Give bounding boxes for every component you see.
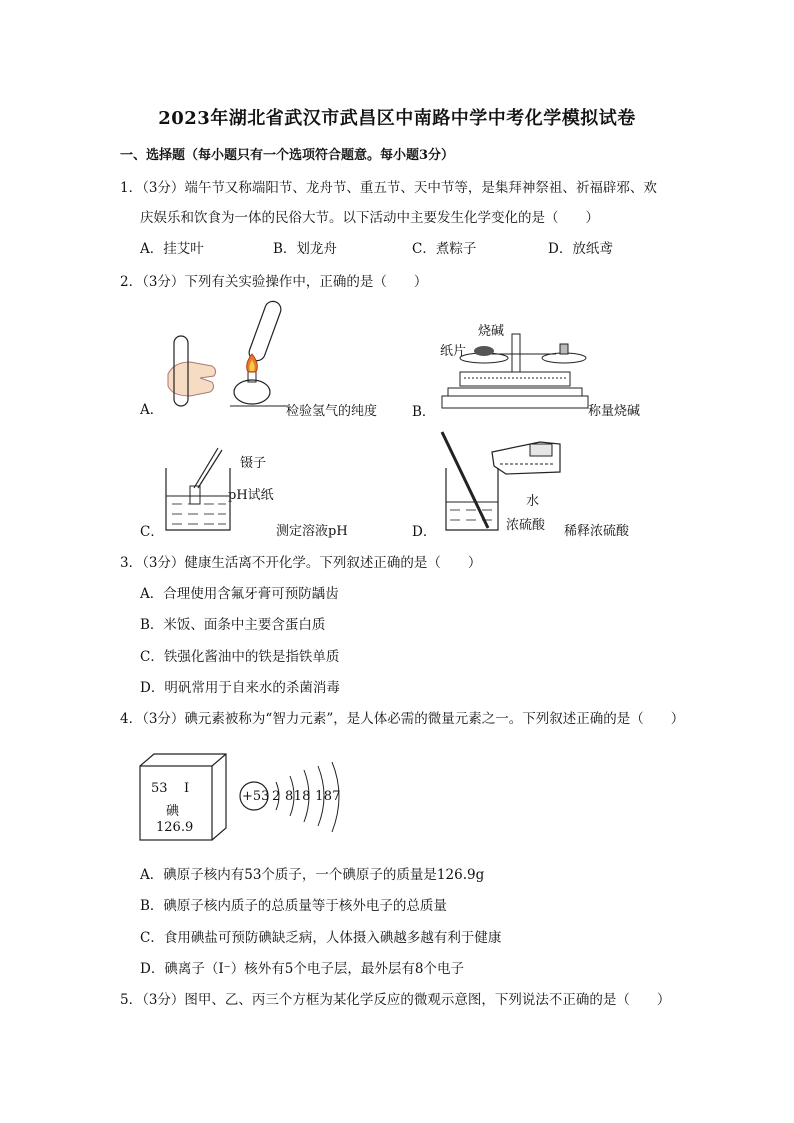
q2-b-label-top: 烧碱 xyxy=(478,324,505,339)
q2-stem: 2．（3分）下列有关实验操作中，正确的是（ ） xyxy=(120,274,428,290)
q2-option-c[interactable]: C． xyxy=(140,524,164,540)
q2-option-b[interactable]: B． xyxy=(412,404,436,420)
balance-figure xyxy=(436,318,596,418)
q1-option-c[interactable]: C．煮粽子 xyxy=(412,241,477,257)
atom-shell-electrons: 2 818 187 xyxy=(272,789,341,804)
element-atomic-number: 53 xyxy=(151,781,168,796)
hydrogen-purity-test-figure xyxy=(160,296,290,416)
q2-d-caption: 稀释浓硫酸 xyxy=(564,524,630,539)
q2-option-d[interactable]: D． xyxy=(412,524,437,540)
dilute-acid-figure xyxy=(436,428,566,538)
element-symbol: I xyxy=(184,781,190,796)
q4-option-a[interactable]: A．碘原子核内有53个质子，一个碘原子的质量是126.9g xyxy=(140,867,485,883)
section-heading: 一、选择题（每小题只有一个选项符合题意。每小题3分） xyxy=(120,148,455,163)
q1-option-b[interactable]: B．划龙舟 xyxy=(273,241,337,257)
q1-option-a[interactable]: A．挂艾叶 xyxy=(140,241,204,257)
q4-option-b[interactable]: B．碘原子核内质子的总质量等于核外电子的总质量 xyxy=(140,898,447,914)
q2-option-a[interactable]: A． xyxy=(140,402,164,418)
q3-option-d[interactable]: D．明矾常用于自来水的杀菌消毒 xyxy=(140,680,340,696)
q3-option-b[interactable]: B．米饭、面条中主要含蛋白质 xyxy=(140,617,326,633)
q2-c-label-tweezers: 镊子 xyxy=(240,456,267,471)
q2-a-caption: 检验氢气的纯度 xyxy=(286,404,378,419)
q4-stem: 4．（3分）碘元素被称为“智力元素”，是人体必需的微量元素之一。下列叙述正确的是（ ） xyxy=(120,711,685,727)
q2-c-label-ph-paper: pH试纸 xyxy=(228,488,274,503)
atom-nucleus-charge: +53 xyxy=(242,789,270,804)
q3-option-a[interactable]: A．合理使用含氟牙膏可预防龋齿 xyxy=(140,586,339,602)
q1-option-d[interactable]: D．放纸鸢 xyxy=(548,241,613,257)
page-title: 2023年湖北省武汉市武昌区中南路中学中考化学模拟试卷 xyxy=(158,108,636,129)
q3-option-c[interactable]: C．铁强化酱油中的铁是指铁单质 xyxy=(140,649,340,665)
q4-option-d[interactable]: D．碘离子（I⁻）核外有5个电子层，最外层有8个电子 xyxy=(140,961,464,977)
q5-stem: 5．（3分）图甲、乙、丙三个方框为某化学反应的微观示意图，下列说法不正确的是（ ） xyxy=(120,992,671,1008)
q4-option-c[interactable]: C．食用碘盐可预防碘缺乏病，人体摄入碘越多越有利于健康 xyxy=(140,930,502,946)
q2-c-caption: 测定溶液pH xyxy=(276,524,348,539)
element-name: 碘 xyxy=(166,804,180,819)
q2-b-label-side: 纸片 xyxy=(440,344,467,359)
q2-d-label-acid: 浓硫酸 xyxy=(506,518,546,533)
element-atomic-mass: 126.9 xyxy=(156,820,194,835)
q2-d-label-water: 水 xyxy=(526,494,540,509)
q2-b-caption: 称量烧碱 xyxy=(588,404,641,419)
q1-stem-line2: 庆娱乐和饮食为一体的民俗大节。以下活动中主要发生化学变化的是（ ） xyxy=(140,210,599,226)
q1-stem-line1: 1．（3分）端午节又称端阳节、龙舟节、重五节、天中节等，是集拜神祭祖、祈福辟邪、欢 xyxy=(120,180,657,196)
q3-stem: 3．（3分）健康生活离不开化学。下列叙述正确的是（ ） xyxy=(120,555,482,571)
